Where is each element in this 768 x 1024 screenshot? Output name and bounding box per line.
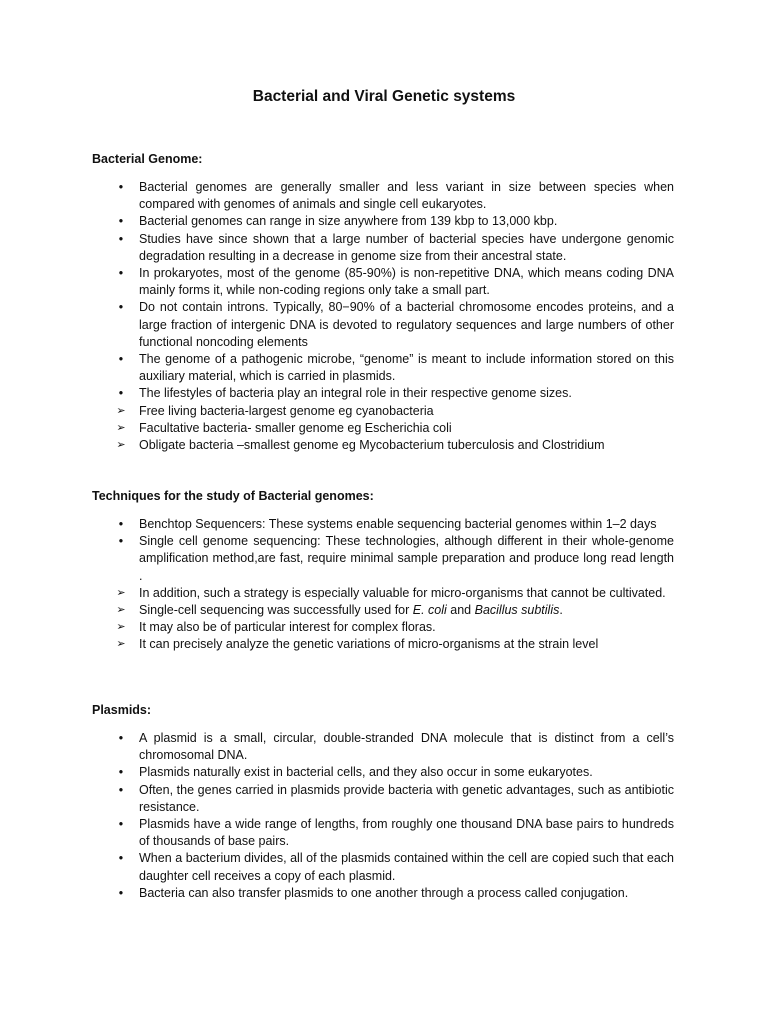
section-plasmids: [92, 702, 674, 902]
list-item-text: Facultative bacteria- smaller genome eg Escherichia coli: [139, 420, 452, 435]
list-item-text: Plasmids naturally exist in bacterial cells, and they also occur in some eukaryotes.: [139, 765, 593, 780]
list-item-text: Obligate bacteria –smallest genome eg Mycobacterium tuberculosis and Clostridium: [139, 438, 605, 453]
list-item-text: In addition, such a strategy is especially valuable for micro-organisms that cannot be cultivated.: [139, 585, 666, 600]
list-item-text: Bacterial genomes can range in size anywhere from 139 kbp to 13,000 kbp.: [139, 214, 558, 229]
species-name: E. coli: [412, 603, 447, 618]
arrow-bullet-icon: ➢: [116, 638, 126, 651]
list-item-text: Do not contain introns. Typically, 80−90% of a bacterial chromosome encodes proteins, and a large fraction of intergenic DNA is devoted to regulatory sequences and large numbers of other functional noncoding elements: [139, 300, 674, 349]
bullet-marker: •: [118, 517, 124, 531]
bullet-list: [92, 179, 674, 454]
list-item: [92, 231, 674, 265]
section-techniques: [92, 488, 674, 654]
list-item-text: The lifestyles of bacteria play an integral role in their respective genome sizes.: [139, 386, 572, 401]
bullet-marker: •: [118, 180, 124, 194]
list-item: [92, 885, 674, 902]
document-title: Bacterial and Viral Genetic systems: [252, 88, 516, 105]
list-item-text: In prokaryotes, most of the genome (85-90%) is non-repetitive DNA, which means coding DNA mainly forms it, while non-coding regions only take a small part.: [139, 266, 674, 298]
list-item-text: Free living bacteria-largest genome eg cyanobacteria: [139, 403, 434, 418]
bullet-marker: •: [118, 352, 124, 367]
arrow-bullet-icon: ➢: [116, 604, 126, 617]
bullet-marker: •: [118, 231, 124, 246]
list-item: [92, 351, 674, 385]
list-item: [92, 730, 674, 764]
list-item: [92, 299, 674, 351]
list-item: [92, 403, 674, 420]
bullet-marker: •: [118, 817, 124, 832]
list-item: [92, 782, 674, 816]
bullet-list: [92, 516, 674, 654]
bullet-marker: •: [118, 214, 124, 229]
section-heading: Plasmids:: [92, 703, 152, 717]
bullet-marker: •: [118, 885, 124, 900]
list-item-text: Bacterial genomes are generally smaller and less variant in size between species when compared with genomes of animals and single cell eukaryotes.: [139, 180, 674, 212]
list-item: [92, 385, 674, 402]
list-item: [92, 602, 674, 619]
bullet-marker: •: [118, 765, 124, 780]
list-item: [92, 636, 674, 653]
list-item: [92, 816, 674, 850]
list-item-text: The genome of a pathogenic microbe, “genome” is meant to include information stored on this auxiliary material, which is carried in plasmids.: [139, 352, 674, 384]
bullet-marker: •: [118, 386, 124, 401]
list-item-text: Single cell genome sequencing: These technologies, although different in their whole-genome amplification method,are fast, require minimal sample preparation and produce long read length .: [139, 534, 674, 583]
arrow-bullet-icon: ➢: [116, 439, 126, 452]
arrow-bullet-icon: ➢: [116, 621, 126, 634]
list-item-text: Benchtop Sequencers: These systems enable sequencing bacterial genomes within 1–2 days: [139, 517, 657, 531]
arrow-bullet-icon: ➢: [116, 421, 126, 434]
list-item-text: When a bacterium divides, all of the plasmids contained within the cell are copied such that each daughter cell receives a copy of each plasmid.: [139, 851, 674, 883]
section-heading: Bacterial Genome:: [92, 152, 203, 166]
arrow-bullet-icon: ➢: [116, 404, 126, 417]
list-item: [92, 265, 674, 299]
list-item-text: Studies have since shown that a large number of bacterial species have undergone genomic degradation resulting in a decrease in genome size from their ancestral state.: [139, 231, 674, 263]
list-item-text: Plasmids have a wide range of lengths, from roughly one thousand DNA base pairs to hundreds of thousands of base pairs.: [139, 817, 674, 849]
list-item: [92, 764, 674, 781]
list-item: [92, 850, 674, 884]
list-item: [92, 179, 674, 213]
arrow-bullet-icon: ➢: [116, 586, 126, 599]
text-segment: and: [446, 603, 475, 618]
section-bacterial-genome: [92, 151, 674, 454]
bullet-marker: •: [118, 266, 124, 281]
list-item-text: It may also be of particular interest for complex floras.: [139, 620, 436, 635]
bullet-marker: •: [118, 731, 124, 745]
species-name: Bacillus subtilis: [474, 603, 560, 618]
list-item-text: A plasmid is a small, circular, double-stranded DNA molecule that is distinct from a cell’s chromosomal DNA.: [139, 731, 674, 763]
list-item: [92, 437, 674, 454]
list-item-text: Often, the genes carried in plasmids provide bacteria with genetic advantages, such as antibiotic resistance.: [139, 782, 674, 814]
list-item: [92, 585, 674, 602]
text-segment: Single-cell sequencing was successfully used for: [139, 603, 413, 618]
list-item: [92, 420, 674, 437]
text-segment: .: [559, 603, 563, 618]
list-item: [92, 533, 674, 585]
list-item: [92, 516, 674, 533]
bullet-marker: •: [118, 782, 124, 797]
list-item-text: It can precisely analyze the genetic variations of micro-organisms at the strain level: [139, 637, 599, 652]
list-item-text: [139, 603, 563, 617]
bullet-marker: •: [118, 851, 124, 866]
bullet-marker: •: [118, 300, 124, 315]
bullet-marker: •: [118, 534, 124, 549]
bullet-list: [92, 730, 674, 902]
list-item: [92, 619, 674, 636]
list-item-text: Bacteria can also transfer plasmids to one another through a process called conjugation.: [139, 885, 629, 900]
list-item: [92, 213, 674, 230]
section-heading: Techniques for the study of Bacterial genomes:: [92, 489, 374, 503]
